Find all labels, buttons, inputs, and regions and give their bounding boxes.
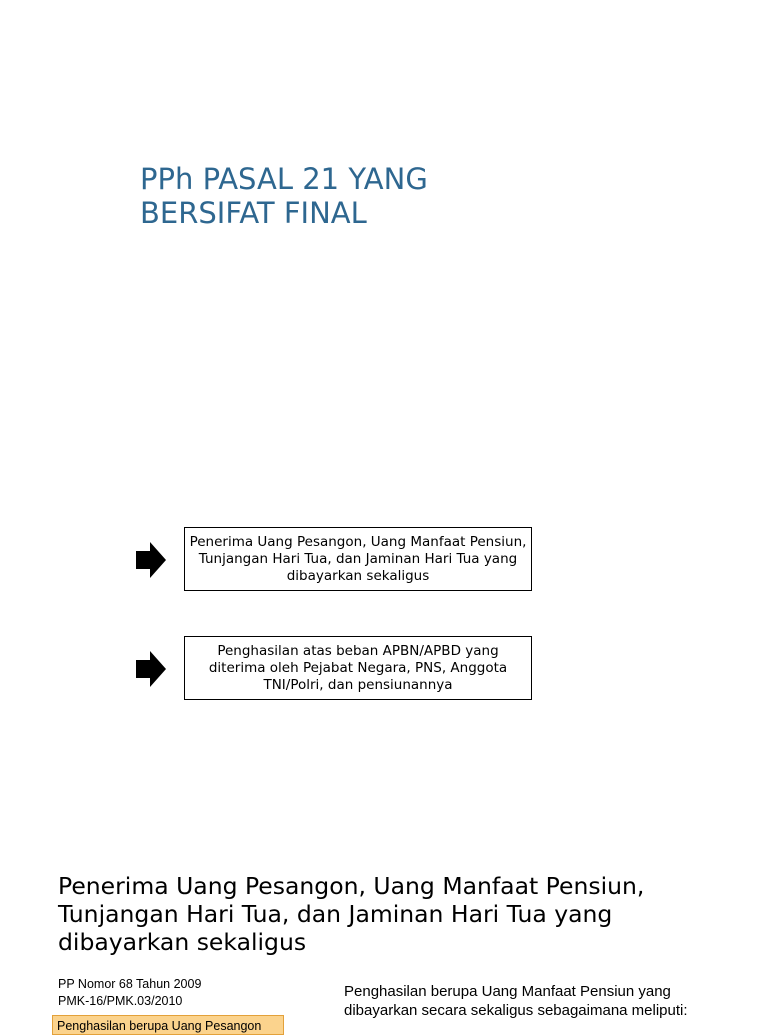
list-item-text: Penerima Uang Pesangon, Uang Manfaat Pensiun, Tunjangan Hari Tua, dan Jaminan Hari Tua yang dibayarkan sekaligus — [189, 533, 527, 584]
right-arrow-icon — [136, 651, 166, 687]
page-title: PPh PASAL 21 YANG BERSIFAT FINAL — [140, 162, 428, 230]
reference-item: PMK-16/PMK.03/2010 — [58, 994, 183, 1008]
list-item — [184, 527, 532, 591]
list-item-text: Penghasilan atas beban APBN/APBD yang diterima oleh Pejabat Negara, PNS, Anggota TNI/Polri, dan pensiunannya — [208, 642, 508, 693]
reference-item: PP Nomor 68 Tahun 2009 — [58, 977, 202, 991]
references — [58, 976, 201, 1010]
right-arrow-icon — [136, 542, 166, 578]
highlight-note: Penghasilan berupa Uang Pesangon — [52, 1015, 284, 1035]
list-item — [184, 636, 532, 700]
body-text: Penghasilan berupa Uang Manfaat Pensiun yang dibayarkan secara sekaligus sebagaimana meliputi: — [344, 983, 688, 1019]
section-heading: Penerima Uang Pesangon, Uang Manfaat Pensiun, Tunjangan Hari Tua, dan Jaminan Hari Tua yang dibayarkan sekaligus — [58, 872, 645, 956]
